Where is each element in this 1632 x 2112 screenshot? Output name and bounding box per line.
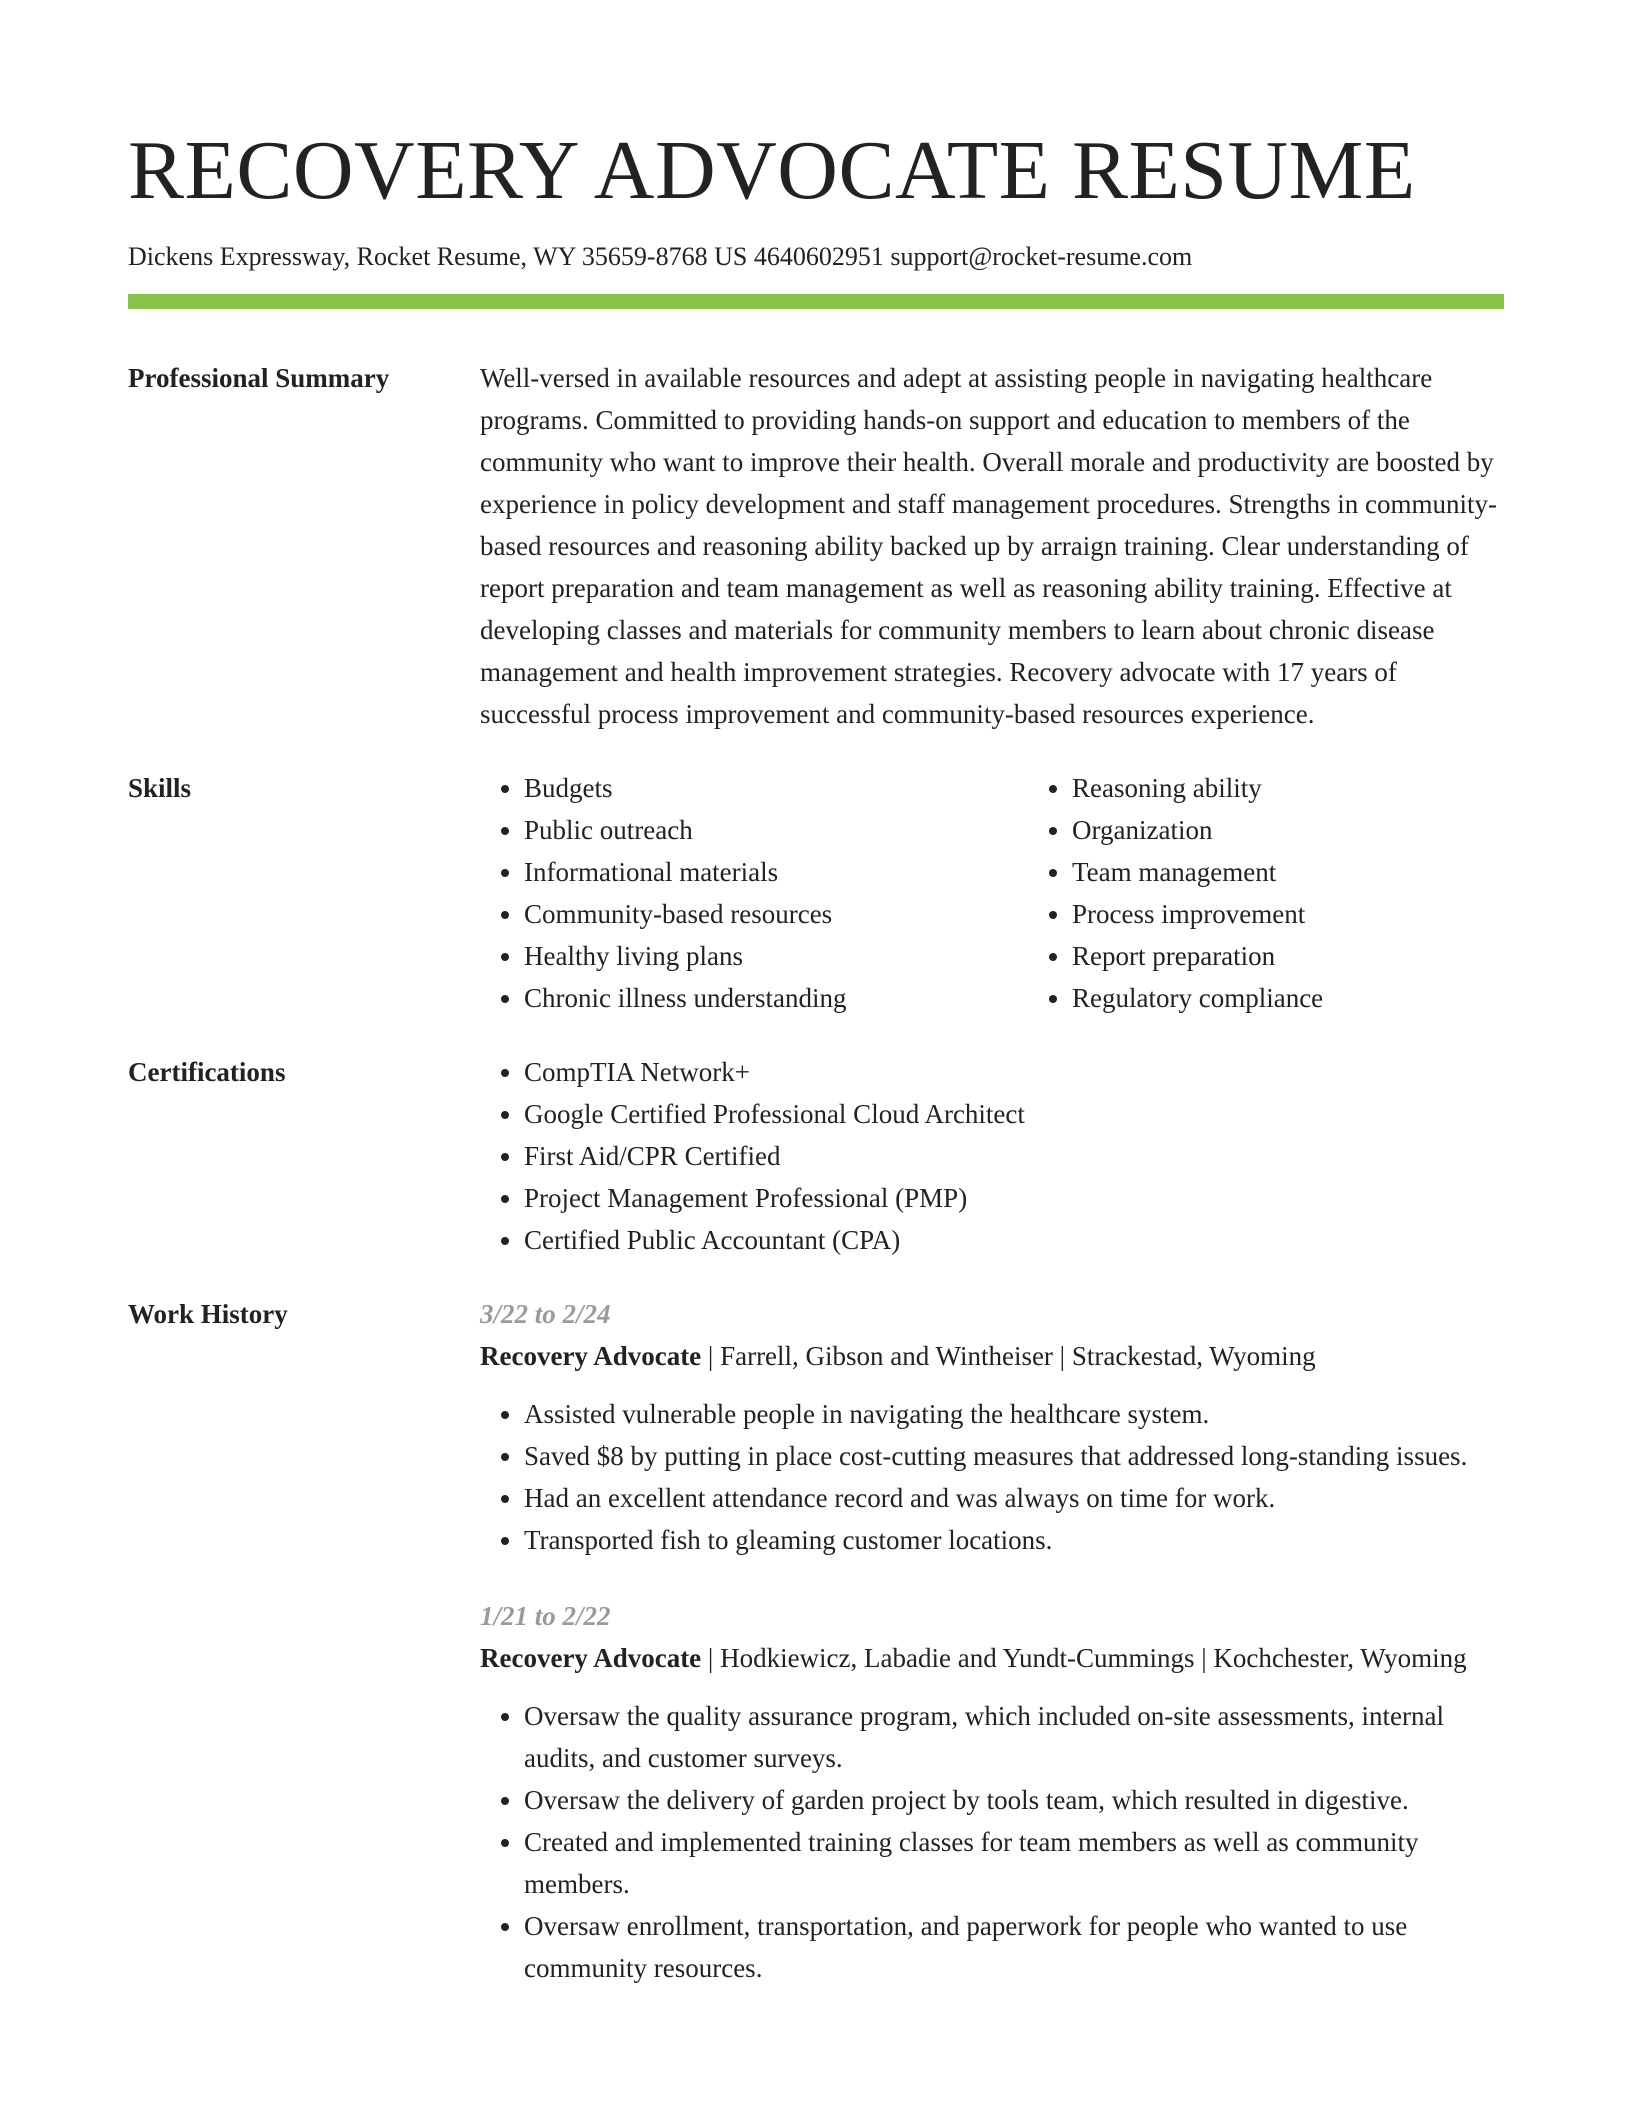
section-label-summary: Professional Summary <box>128 363 390 393</box>
skill-item: • Healthy living plans <box>524 935 1028 977</box>
skill-item: • Budgets <box>524 767 1028 809</box>
section-label-work-history: Work History <box>128 1299 288 1329</box>
certifications-section <box>128 1051 1504 1261</box>
skill-item: • Public outreach <box>524 809 1028 851</box>
work-history-section <box>128 1293 1504 1989</box>
skill-item: • Organization <box>1072 809 1504 851</box>
skills-list-left <box>480 767 1028 1019</box>
skill-item: • Team management <box>1072 851 1504 893</box>
job-bullets <box>480 1695 1504 1989</box>
job-bullet: • Assisted vulnerable people in navigating the healthcare system. <box>524 1393 1504 1435</box>
job-bullet: • Had an excellent attendance record and was always on time for work. <box>524 1477 1504 1519</box>
skill-item: • Regulatory compliance <box>1072 977 1504 1019</box>
certification-item: • Certified Public Accountant (CPA) <box>524 1219 1504 1261</box>
job-bullet: • Saved $8 by putting in place cost-cutting measures that addressed long-standing issues. <box>524 1435 1504 1477</box>
skill-item: • Chronic illness understanding <box>524 977 1028 1019</box>
certification-item: • Project Management Professional (PMP) <box>524 1177 1504 1219</box>
job-bullet: • Created and implemented training classes for team members as well as community members. <box>524 1821 1504 1905</box>
summary-text: Well-versed in available resources and adept at assisting people in navigating healthcare programs. Committed to providing hands-on support and education to members of the community who want to improve their health. Overall morale and productivity are boosted by experience in policy development and staff management procedures. Strengths in community-based resources and reasoning ability backed up by arraign training. Clear understanding of report preparation and team management as well as reasoning ability training. Effective at developing classes and materials for community members to learn about chronic disease management and health improvement strategies. Recovery advocate with 17 years of successful process improvement and community-based resources experience. <box>480 363 1497 729</box>
certification-item: • First Aid/CPR Certified <box>524 1135 1504 1177</box>
job-heading <box>480 1335 1504 1377</box>
job-bullet: • Oversaw enrollment, transportation, and paperwork for people who wanted to use community resources. <box>524 1905 1504 1989</box>
section-label-certifications: Certifications <box>128 1057 286 1087</box>
certification-item: • Google Certified Professional Cloud Architect <box>524 1093 1504 1135</box>
job-dates: 1/21 to 2/22 <box>480 1601 611 1631</box>
certifications-body <box>480 1051 1504 1261</box>
summary-body <box>480 357 1504 735</box>
skill-item: • Report preparation <box>1072 935 1504 977</box>
skill-item: • Process improvement <box>1072 893 1504 935</box>
job-employer-location: | Hodkiewicz, Labadie and Yundt-Cummings | Kochchester, Wyoming <box>701 1643 1467 1673</box>
skills-list-right <box>1028 767 1504 1019</box>
job-bullet: • Oversaw the quality assurance program, which included on-site assessments, internal audits, and customer surveys. <box>524 1695 1504 1779</box>
resume-title: RECOVERY ADVOCATE RESUME <box>128 124 1416 217</box>
skills-section <box>128 767 1504 1019</box>
job-dates: 3/22 to 2/24 <box>480 1299 611 1329</box>
job-employer-location: | Farrell, Gibson and Wintheiser | Strackestad, Wyoming <box>701 1341 1316 1371</box>
summary-section <box>128 357 1504 735</box>
skills-grid <box>480 767 1504 1019</box>
job-entry <box>480 1293 1504 1561</box>
job-bullet: • Oversaw the delivery of garden project by tools team, which resulted in digestive. <box>524 1779 1504 1821</box>
job-bullets <box>480 1393 1504 1561</box>
certification-item: • CompTIA Network+ <box>524 1051 1504 1093</box>
certifications-list <box>480 1051 1504 1261</box>
job-title: Recovery Advocate <box>480 1341 702 1371</box>
job-title: Recovery Advocate <box>480 1643 702 1673</box>
skill-item: • Reasoning ability <box>1072 767 1504 809</box>
job-heading <box>480 1637 1504 1679</box>
work-history-body <box>480 1293 1504 1989</box>
section-label-skills: Skills <box>128 773 192 803</box>
skill-item: • Informational materials <box>524 851 1028 893</box>
job-bullet: • Transported fish to gleaming customer locations. <box>524 1519 1504 1561</box>
skill-item: • Community-based resources <box>524 893 1028 935</box>
job-entry <box>480 1595 1504 1989</box>
contact-line: Dickens Expressway, Rocket Resume, WY 35659-8768 US 4640602951 support@rocket-resume.com <box>128 242 1193 271</box>
header-divider <box>128 294 1504 309</box>
